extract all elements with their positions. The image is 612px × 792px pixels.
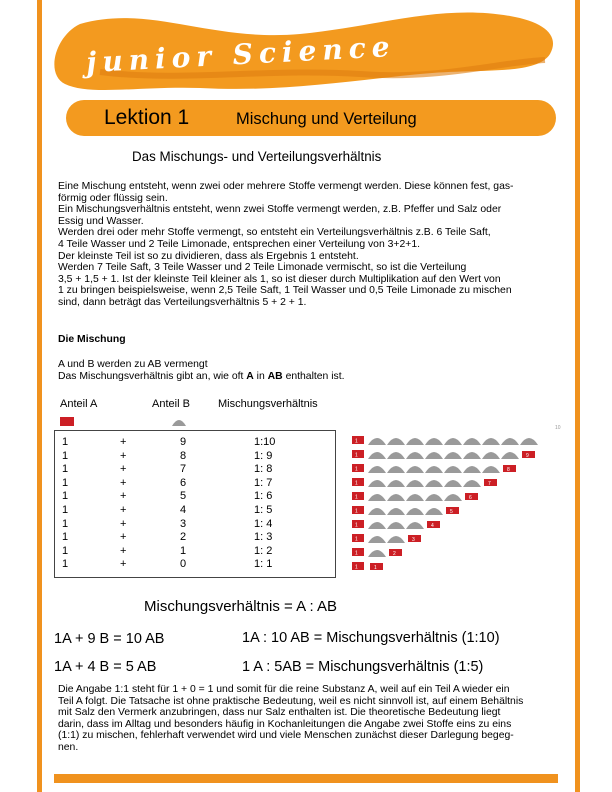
main-formula: Mischungsverhältnis = A : AB (144, 598, 338, 615)
cell-op: + (120, 504, 127, 516)
diagram-dome-b (444, 480, 462, 487)
cell-b: 6 (180, 476, 187, 489)
legend-dome-b (171, 416, 187, 427)
intro-line: 3,5 + 1,5 + 1. Ist der kleinste Teil kleiner als 1, so ist dieser durch Multiplikation auf den Wert von (58, 273, 501, 285)
cell-ratio: 1: 9 (254, 449, 273, 462)
mix-description (58, 359, 345, 383)
diagram-dome-b (482, 438, 500, 445)
diagram-total-label: 6 (469, 495, 472, 501)
diagram-dome-b (387, 452, 405, 459)
diagram-dome-b (368, 536, 386, 543)
diagram-dome-b (387, 508, 405, 515)
diagram-dome-b (406, 452, 424, 459)
diagram-dome-b (387, 480, 405, 487)
cell-a: 1 (62, 463, 69, 476)
cell-b: 9 (180, 436, 187, 448)
diagram-block-a (352, 478, 364, 486)
diagram-dome-b (425, 480, 443, 487)
diagram-dome-b (387, 536, 405, 543)
diagram-block-label: 1 (355, 480, 358, 487)
cell-op: + (120, 449, 127, 462)
ratio-diagram (348, 428, 566, 576)
cell-a: 1 (62, 544, 69, 557)
diagram-dome-b (406, 438, 424, 445)
closing-line: nen. (58, 741, 79, 753)
diagram-dome-b (482, 452, 500, 459)
diagram-block-a (352, 534, 364, 542)
diagram-dome-b (425, 438, 443, 445)
diagram-dome-b (463, 438, 481, 445)
formula-right-1: 1A : 10 AB = Mischungsverhältnis (1:10) (242, 630, 500, 646)
cell-a: 1 (62, 476, 69, 489)
cell-a: 1 (62, 490, 69, 503)
diagram-dome-b (463, 466, 481, 473)
cell-op: + (120, 517, 127, 530)
diagram-block-label: 1 (355, 522, 358, 529)
cell-ratio: 1: 4 (254, 517, 273, 530)
closing-line: Teil A folgt. Die Tatsache ist ohne praktische Bedeutung, weil es nicht sinnvoll ist, auf einem Behältnis (58, 695, 524, 707)
diagram-dome-b (463, 452, 481, 459)
legend-block-a (60, 417, 74, 426)
cell-b: 5 (180, 490, 187, 503)
cell-a: 1 (62, 449, 69, 462)
cell-a: 1 (62, 517, 69, 530)
cell-op: + (120, 476, 127, 489)
cell-b: 8 (180, 449, 187, 462)
cell-ratio: 1: 5 (254, 504, 273, 516)
cell-op: + (120, 463, 127, 476)
diagram-dome-b (482, 466, 500, 473)
diagram-dome-b (368, 480, 386, 487)
cell-op: + (120, 490, 127, 503)
diagram-dome-b (387, 466, 405, 473)
cell-op: + (120, 558, 127, 571)
diagram-dome-b (425, 494, 443, 501)
cell-b: 3 (180, 517, 187, 530)
diagram-total-label: 9 (526, 453, 529, 459)
diagram-dome-b (368, 522, 386, 529)
diagram-total-label: 3 (412, 537, 415, 543)
diagram-dome-b (406, 508, 424, 515)
cell-a: 1 (62, 504, 69, 516)
diagram-dome-b (444, 466, 462, 473)
diagram-block-a (352, 520, 364, 528)
diagram-dome-b (406, 466, 424, 473)
diagram-dome-b (406, 494, 424, 501)
bottom-border-bar (54, 774, 558, 783)
diagram-block-a (352, 436, 364, 444)
ratio-table-box (54, 430, 336, 578)
diagram-total-label: 4 (431, 523, 434, 529)
diagram-dome-b (406, 522, 424, 529)
cell-ratio: 1: 1 (254, 558, 273, 571)
diagram-block-label: 1 (355, 536, 358, 543)
intro-line: sind, dann beträgt das Verteilungsverhältnis 5 + 2 + 1. (58, 296, 307, 308)
intro-line: 1 zu bringen beispielsweise, wenn 2,5 Teile Saft, 1 Teil Wasser und 0,5 Teile Limonade zu mischen (58, 285, 512, 297)
diagram-block-label: 1 (355, 452, 358, 459)
formula-right-2: 1 A : 5AB = Mischungsverhältnis (1:5) (242, 659, 484, 675)
diagram-dome-b (368, 438, 386, 445)
diagram-dome-b (406, 480, 424, 487)
cell-ratio: 1: 2 (254, 544, 273, 557)
cell-b: 1 (180, 544, 187, 557)
section-subtitle: Das Mischungs- und Verteilungsverhältnis (132, 149, 382, 164)
corner-mark: 10 (555, 425, 561, 431)
closing-paragraph (58, 684, 568, 754)
diagram-dome-b (368, 466, 386, 473)
diagram-dome-b (425, 508, 443, 515)
cell-a: 1 (62, 531, 69, 544)
diagram-dome-b (463, 480, 481, 487)
diagram-dome-b (387, 438, 405, 445)
diagram-dome-b (501, 438, 519, 445)
diagram-dome-b (368, 494, 386, 501)
cell-b: 7 (180, 463, 187, 476)
diagram-block-a (352, 450, 364, 458)
mix-line-1: A und B werden zu AB vermengt (58, 359, 208, 370)
section-heading: Die Mischung (58, 334, 126, 345)
closing-line: (1:1) zu mischen, fehlerhaft verwendet wird und viele Menschen zunächst dieser Darlegung begeg- (58, 730, 514, 742)
diagram-total-label: 5 (450, 509, 453, 515)
closing-line: Die Angabe 1:1 steht für 1 + 0 = 1 und somit für die reine Substanz A, weil auf ein Teil A wieder ein (58, 684, 510, 695)
mix-line-2: Das Mischungsverhältnis gibt an, wie oft A in AB enthalten ist. (58, 371, 345, 382)
cell-b: 0 (180, 558, 187, 571)
diagram-block-label: 1 (355, 438, 358, 445)
diagram-dome-b (368, 452, 386, 459)
intro-line: Werden 7 Teile Saft, 3 Teile Wasser und 2 Teile Limonade vermischt, so ist die Verteilung (58, 262, 467, 274)
cell-ratio: 1: 6 (254, 490, 273, 503)
intro-line: förmig oder flüssig sein. (58, 192, 168, 204)
diagram-block-label: 1 (355, 466, 358, 473)
cell-ratio: 1: 8 (254, 463, 273, 476)
closing-line: mit Salz den Vermerk anzubringen, dass nur Salz enthalten ist. Die theoretische Bedeutung liegt (58, 707, 501, 719)
formula-left-2: 1A + 4 B = 5 AB (54, 659, 157, 675)
formula-left-1: 1A + 9 B = 10 AB (54, 631, 165, 647)
intro-line: Werden drei oder mehr Stoffe vermengt, so entsteht ein Verteilungsverhältnis z.B. 6 Teile Saft, (58, 227, 491, 239)
lesson-number: Lektion 1 (104, 106, 190, 129)
diagram-dome-b (501, 452, 519, 459)
diagram-block-label: 1 (355, 564, 358, 571)
right-border-bar (575, 0, 580, 792)
col-header-ratio: Mischungsverhältnis (218, 398, 318, 410)
cell-ratio: 1: 7 (254, 476, 273, 489)
diagram-dome-b (444, 452, 462, 459)
diagram-block-a (352, 464, 364, 472)
diagram-block-label: 1 (355, 550, 358, 557)
intro-line: Eine Mischung entsteht, wenn zwei oder mehrere Stoffe vermengt werden. Diese können fest, gas- (58, 181, 514, 192)
col-header-a: Anteil A (60, 398, 98, 410)
logo-text: junior Science (85, 29, 397, 80)
intro-paragraph (58, 181, 568, 309)
diagram-dome-b (425, 466, 443, 473)
diagram-block-a (352, 562, 364, 570)
intro-line: Der kleinste Teil ist so zu dividieren, dass als Ergebnis 1 entsteht. (58, 250, 359, 262)
diagram-dome-b (368, 550, 386, 557)
diagram-dome-b (444, 438, 462, 445)
diagram-block-label: 1 (355, 508, 358, 515)
diagram-dome-b (425, 452, 443, 459)
cell-b: 4 (180, 504, 187, 516)
closing-line: darin, dass im Alltag und besonders häufig in Kochanleitungen die Angabe zwei Stoffe eins zu eins (58, 718, 512, 730)
diagram-block-a (352, 548, 364, 556)
diagram-total-label: 7 (488, 481, 491, 487)
diagram-total-label: 1 (374, 565, 377, 571)
diagram-dome-b (368, 508, 386, 515)
col-header-b: Anteil B (152, 398, 190, 410)
cell-ratio: 1:10 (254, 436, 276, 448)
diagram-total-label: 8 (507, 467, 510, 473)
cell-a: 1 (62, 558, 69, 571)
diagram-block-label: 1 (355, 494, 358, 501)
cell-op: + (120, 544, 127, 557)
cell-op: + (120, 531, 127, 544)
cell-b: 2 (180, 531, 187, 544)
diagram-block-a (352, 506, 364, 514)
diagram-dome-b (520, 438, 538, 445)
left-border-bar (37, 0, 42, 792)
intro-line: Essig und Wasser. (58, 215, 144, 227)
diagram-dome-b (387, 522, 405, 529)
diagram-dome-b (387, 494, 405, 501)
cell-ratio: 1: 3 (254, 531, 273, 544)
diagram-dome-b (444, 494, 462, 501)
cell-op: + (120, 436, 127, 448)
intro-line: Ein Mischungsverhältnis entsteht, wenn zwei Stoffe vermengt werden, z.B. Pfeffer und Salz oder (58, 204, 502, 216)
cell-a: 1 (62, 436, 69, 448)
lesson-title: Mischung und Verteilung (236, 110, 417, 128)
diagram-total-label: 2 (393, 551, 396, 557)
intro-line: 4 Teile Wasser und 2 Teile Limonade, entsprechen einer Verteilung von 3+2+1. (58, 238, 420, 250)
diagram-block-a (352, 492, 364, 500)
